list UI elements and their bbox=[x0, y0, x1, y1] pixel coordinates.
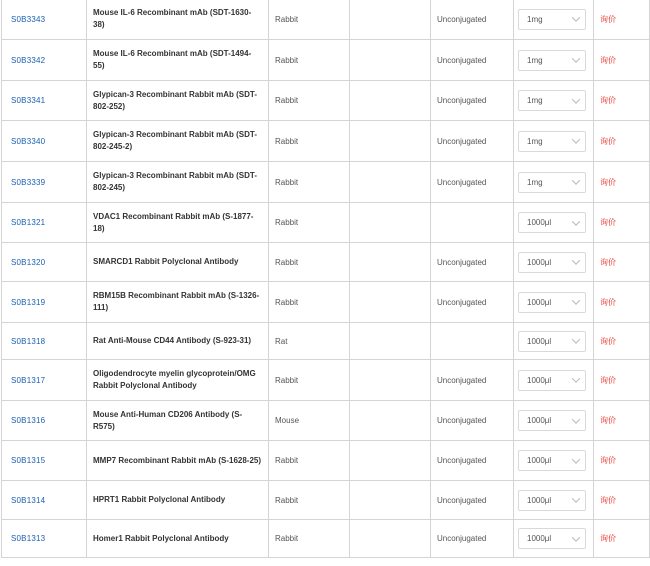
product-table-body bbox=[2, 0, 650, 558]
size-select-value: 1000μl bbox=[527, 218, 552, 227]
size-select-value: 1mg bbox=[527, 14, 543, 24]
product-name-cell bbox=[87, 441, 269, 481]
conjugation: Unconjugated bbox=[437, 456, 487, 465]
conjugation-cell bbox=[431, 323, 514, 360]
host-cell bbox=[269, 0, 350, 40]
product-name-cell bbox=[87, 40, 269, 81]
product-name-cell bbox=[87, 81, 269, 121]
size-select-value: 1mg bbox=[527, 55, 543, 65]
host-species: Rabbit bbox=[275, 218, 299, 227]
chevron-down-icon bbox=[572, 415, 580, 423]
size-select[interactable] bbox=[518, 252, 586, 273]
product-name: Glypican-3 Recombinant Rabbit mAb (SDT-802-245) bbox=[93, 171, 258, 192]
table-row bbox=[2, 401, 650, 441]
price-cell bbox=[594, 162, 650, 203]
size-select[interactable] bbox=[518, 50, 586, 71]
table-row bbox=[2, 243, 650, 282]
inquire-price-link[interactable]: 询价 bbox=[600, 177, 616, 187]
host-species: Rabbit bbox=[275, 55, 299, 65]
catalog-number-link[interactable]: S0B3340 bbox=[11, 136, 46, 146]
product-name: Mouse IL-6 Recombinant mAb (SDT-1494-55) bbox=[93, 49, 252, 70]
chevron-down-icon bbox=[572, 455, 580, 463]
chevron-down-icon bbox=[572, 296, 580, 304]
size-select[interactable] bbox=[518, 90, 586, 111]
price-cell bbox=[594, 243, 650, 282]
price-cell bbox=[594, 121, 650, 162]
host-cell bbox=[269, 401, 350, 441]
host-cell bbox=[269, 40, 350, 81]
size-select-value: 1000μl bbox=[527, 257, 552, 267]
empty-cell bbox=[350, 203, 431, 243]
empty-cell bbox=[350, 243, 431, 282]
host-species: Rabbit bbox=[275, 96, 299, 105]
host-species: Rabbit bbox=[275, 495, 299, 505]
catalog-number-link[interactable]: S0B1316 bbox=[11, 416, 46, 425]
catalog-cell bbox=[2, 520, 87, 558]
size-select[interactable] bbox=[518, 528, 586, 549]
catalog-cell bbox=[2, 162, 87, 203]
product-name: HPRT1 Rabbit Polyclonal Antibody bbox=[93, 495, 226, 504]
size-select-value: 1000μl bbox=[527, 534, 552, 543]
host-cell bbox=[269, 360, 350, 401]
product-name-cell bbox=[87, 162, 269, 203]
catalog-number-link[interactable]: S0B3343 bbox=[11, 14, 46, 24]
size-select[interactable] bbox=[518, 292, 586, 313]
size-cell bbox=[514, 481, 594, 520]
product-name: SMARCD1 Rabbit Polyclonal Antibody bbox=[93, 257, 239, 266]
conjugation: Unconjugated bbox=[437, 136, 487, 146]
empty-cell bbox=[350, 323, 431, 360]
price-cell bbox=[594, 441, 650, 481]
price-cell bbox=[594, 360, 650, 401]
empty-cell bbox=[350, 360, 431, 401]
price-cell bbox=[594, 520, 650, 558]
size-select-value: 1000μl bbox=[527, 297, 552, 307]
conjugation: Unconjugated bbox=[437, 375, 487, 385]
inquire-price-link[interactable]: 询价 bbox=[600, 336, 616, 346]
empty-cell bbox=[350, 121, 431, 162]
catalog-number-link[interactable]: S0B3341 bbox=[11, 96, 46, 105]
size-cell bbox=[514, 40, 594, 81]
price-cell bbox=[594, 282, 650, 323]
host-species: Rabbit bbox=[275, 257, 299, 267]
conjugation-cell bbox=[431, 0, 514, 40]
table-row bbox=[2, 360, 650, 401]
size-cell bbox=[514, 203, 594, 243]
product-name: VDAC1 Recombinant Rabbit mAb (S-1877-18) bbox=[93, 211, 254, 233]
price-cell bbox=[594, 203, 650, 243]
product-name: Mouse Anti-Human CD206 Antibody (S-R575) bbox=[93, 409, 243, 431]
size-cell bbox=[514, 0, 594, 40]
chevron-down-icon bbox=[572, 176, 580, 184]
inquire-price-link[interactable]: 询价 bbox=[600, 218, 616, 227]
conjugation: Unconjugated bbox=[437, 534, 487, 543]
size-select-value: 1000μl bbox=[527, 375, 552, 385]
size-select-value: 1mg bbox=[527, 136, 543, 146]
inquire-price-link[interactable]: 询价 bbox=[600, 456, 616, 465]
table-row bbox=[2, 323, 650, 360]
chevron-down-icon bbox=[572, 217, 580, 225]
product-name-cell bbox=[87, 323, 269, 360]
catalog-cell bbox=[2, 243, 87, 282]
size-cell bbox=[514, 121, 594, 162]
host-cell bbox=[269, 441, 350, 481]
size-cell bbox=[514, 162, 594, 203]
conjugation-cell bbox=[431, 243, 514, 282]
host-species: Rabbit bbox=[275, 534, 299, 543]
size-select-value: 1mg bbox=[527, 177, 543, 187]
conjugation-cell bbox=[431, 203, 514, 243]
product-name-cell bbox=[87, 520, 269, 558]
catalog-cell bbox=[2, 81, 87, 121]
host-cell bbox=[269, 282, 350, 323]
price-cell bbox=[594, 40, 650, 81]
catalog-number-link[interactable]: S0B1314 bbox=[11, 495, 46, 505]
empty-cell bbox=[350, 441, 431, 481]
size-select[interactable] bbox=[518, 9, 586, 30]
catalog-cell bbox=[2, 203, 87, 243]
size-cell bbox=[514, 441, 594, 481]
size-select[interactable] bbox=[518, 450, 586, 471]
catalog-number-link[interactable]: S0B1320 bbox=[11, 257, 46, 267]
size-cell bbox=[514, 360, 594, 401]
inquire-price-link[interactable]: 询价 bbox=[600, 136, 616, 146]
conjugation: Unconjugated bbox=[437, 96, 487, 105]
host-species: Rabbit bbox=[275, 136, 299, 146]
inquire-price-link[interactable]: 询价 bbox=[600, 534, 616, 543]
size-select-value: 1000μl bbox=[527, 456, 552, 465]
empty-cell bbox=[350, 40, 431, 81]
size-cell bbox=[514, 323, 594, 360]
price-cell bbox=[594, 323, 650, 360]
size-cell bbox=[514, 81, 594, 121]
product-name-cell bbox=[87, 360, 269, 401]
catalog-number-link[interactable]: S0B1317 bbox=[11, 375, 46, 385]
host-species: Rabbit bbox=[275, 14, 299, 24]
catalog-cell bbox=[2, 40, 87, 81]
size-select[interactable] bbox=[518, 212, 586, 233]
product-name: Mouse IL-6 Recombinant mAb (SDT-1630-38) bbox=[93, 8, 252, 29]
product-name-cell bbox=[87, 401, 269, 441]
product-name: Homer1 Rabbit Polyclonal Antibody bbox=[93, 533, 229, 543]
product-name: RBM15B Recombinant Rabbit mAb (S-1326-111) bbox=[93, 291, 260, 312]
chevron-down-icon bbox=[572, 13, 580, 21]
size-select-value: 1mg bbox=[527, 96, 543, 105]
empty-cell bbox=[350, 282, 431, 323]
catalog-cell bbox=[2, 360, 87, 401]
product-name: Rat Anti-Mouse CD44 Antibody (S-923-31) bbox=[93, 336, 252, 345]
product-name-cell bbox=[87, 121, 269, 162]
host-species: Rat bbox=[275, 336, 288, 346]
size-cell bbox=[514, 401, 594, 441]
empty-cell bbox=[350, 401, 431, 441]
inquire-price-link[interactable]: 询价 bbox=[600, 375, 616, 385]
chevron-down-icon bbox=[572, 135, 580, 143]
table-row bbox=[2, 162, 650, 203]
size-select-value: 1000μl bbox=[527, 336, 552, 346]
host-species: Mouse bbox=[275, 416, 300, 425]
table-row bbox=[2, 81, 650, 121]
catalog-number-link[interactable]: S0B1315 bbox=[11, 456, 46, 465]
host-cell bbox=[269, 323, 350, 360]
conjugation-cell bbox=[431, 360, 514, 401]
product-name-cell bbox=[87, 0, 269, 40]
host-species: Rabbit bbox=[275, 375, 299, 385]
chevron-down-icon bbox=[572, 533, 580, 541]
host-cell bbox=[269, 520, 350, 558]
conjugation: Unconjugated bbox=[437, 257, 487, 267]
size-cell bbox=[514, 243, 594, 282]
size-select-value: 1000μl bbox=[527, 495, 552, 505]
catalog-number-link[interactable]: S0B1321 bbox=[11, 218, 46, 227]
size-cell bbox=[514, 520, 594, 558]
conjugation: Unconjugated bbox=[437, 177, 487, 187]
catalog-number-link[interactable]: S0B1318 bbox=[11, 336, 46, 346]
table-row bbox=[2, 40, 650, 81]
empty-cell bbox=[350, 520, 431, 558]
catalog-cell bbox=[2, 441, 87, 481]
host-species: Rabbit bbox=[275, 456, 299, 465]
host-cell bbox=[269, 162, 350, 203]
size-select-value: 1000μl bbox=[527, 416, 552, 425]
catalog-cell bbox=[2, 481, 87, 520]
catalog-cell bbox=[2, 401, 87, 441]
table-row bbox=[2, 481, 650, 520]
chevron-down-icon bbox=[572, 335, 580, 343]
host-species: Rabbit bbox=[275, 297, 299, 307]
empty-cell bbox=[350, 162, 431, 203]
conjugation-cell bbox=[431, 121, 514, 162]
product-name-cell bbox=[87, 243, 269, 282]
catalog-cell bbox=[2, 282, 87, 323]
price-cell bbox=[594, 481, 650, 520]
inquire-price-link[interactable]: 询价 bbox=[600, 14, 616, 24]
price-cell bbox=[594, 401, 650, 441]
empty-cell bbox=[350, 81, 431, 121]
table-row bbox=[2, 121, 650, 162]
conjugation-cell bbox=[431, 441, 514, 481]
conjugation-cell bbox=[431, 401, 514, 441]
inquire-price-link[interactable]: 询价 bbox=[600, 96, 616, 105]
chevron-down-icon bbox=[572, 374, 580, 382]
host-cell bbox=[269, 81, 350, 121]
conjugation-cell bbox=[431, 481, 514, 520]
conjugation: Unconjugated bbox=[437, 14, 487, 24]
size-select[interactable] bbox=[518, 370, 586, 391]
table-row bbox=[2, 0, 650, 40]
host-cell bbox=[269, 481, 350, 520]
catalog-number-link[interactable]: S0B1319 bbox=[11, 297, 46, 307]
host-cell bbox=[269, 243, 350, 282]
inquire-price-link[interactable]: 询价 bbox=[600, 257, 616, 267]
product-name-cell bbox=[87, 282, 269, 323]
empty-cell bbox=[350, 0, 431, 40]
size-select[interactable] bbox=[518, 490, 586, 511]
table-row bbox=[2, 520, 650, 558]
conjugation: Unconjugated bbox=[437, 495, 487, 505]
inquire-price-link[interactable]: 询价 bbox=[600, 416, 616, 425]
conjugation: Unconjugated bbox=[437, 55, 487, 65]
product-table bbox=[1, 0, 650, 558]
conjugation-cell bbox=[431, 282, 514, 323]
table-row bbox=[2, 441, 650, 481]
host-cell bbox=[269, 121, 350, 162]
product-name: Glypican-3 Recombinant Rabbit mAb (SDT-802-245-2) bbox=[93, 130, 258, 151]
inquire-price-link[interactable]: 询价 bbox=[600, 55, 616, 65]
size-select[interactable] bbox=[518, 331, 586, 352]
price-cell bbox=[594, 81, 650, 121]
catalog-number-link[interactable]: S0B3342 bbox=[11, 55, 46, 65]
product-name: Oligodendrocyte myelin glycoprotein/OMG Rabbit Polyclonal Antibody bbox=[93, 369, 256, 390]
catalog-number-link[interactable]: S0B1313 bbox=[11, 534, 46, 543]
product-name-cell bbox=[87, 203, 269, 243]
conjugation-cell bbox=[431, 40, 514, 81]
conjugation-cell bbox=[431, 162, 514, 203]
size-select[interactable] bbox=[518, 410, 586, 431]
table-row bbox=[2, 282, 650, 323]
size-select[interactable] bbox=[518, 131, 586, 152]
chevron-down-icon bbox=[572, 95, 580, 103]
table-row bbox=[2, 203, 650, 243]
price-cell bbox=[594, 0, 650, 40]
product-name: MMP7 Recombinant Rabbit mAb (S-1628-25) bbox=[93, 455, 262, 465]
conjugation: Unconjugated bbox=[437, 297, 487, 307]
catalog-number-link[interactable]: S0B3339 bbox=[11, 177, 46, 187]
conjugation: Unconjugated bbox=[437, 416, 487, 425]
product-name: Glypican-3 Recombinant Rabbit mAb (SDT-802-252) bbox=[93, 89, 258, 111]
host-species: Rabbit bbox=[275, 177, 299, 187]
chevron-down-icon bbox=[572, 54, 580, 62]
chevron-down-icon bbox=[572, 494, 580, 502]
product-name-cell bbox=[87, 481, 269, 520]
chevron-down-icon bbox=[572, 256, 580, 264]
catalog-cell bbox=[2, 121, 87, 162]
catalog-cell bbox=[2, 0, 87, 40]
size-select[interactable] bbox=[518, 172, 586, 193]
catalog-cell bbox=[2, 323, 87, 360]
inquire-price-link[interactable]: 询价 bbox=[600, 495, 616, 505]
size-cell bbox=[514, 282, 594, 323]
conjugation-cell bbox=[431, 81, 514, 121]
inquire-price-link[interactable]: 询价 bbox=[600, 297, 616, 307]
conjugation-cell bbox=[431, 520, 514, 558]
host-cell bbox=[269, 203, 350, 243]
empty-cell bbox=[350, 481, 431, 520]
